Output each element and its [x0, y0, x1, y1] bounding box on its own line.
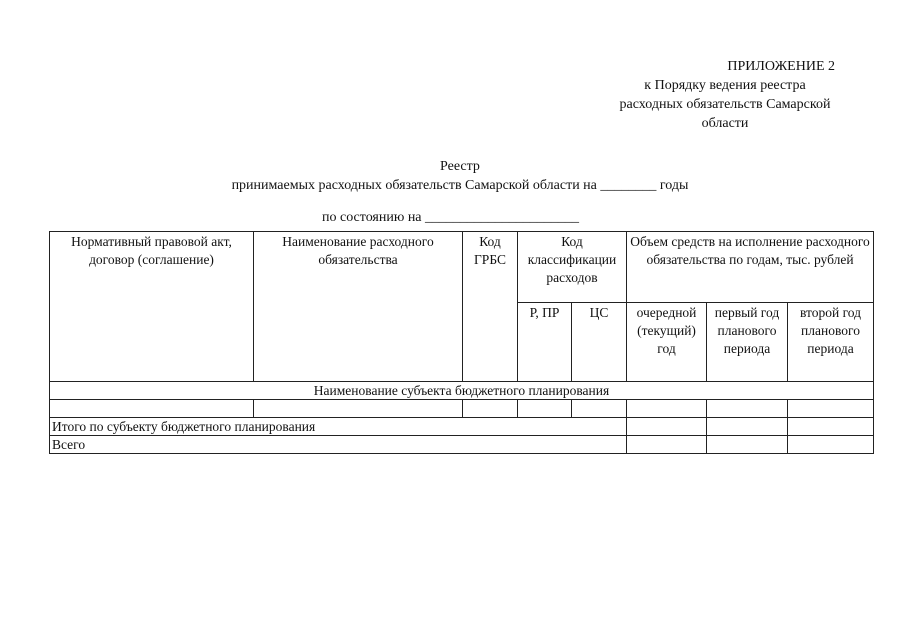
annex-title: ПРИЛОЖЕНИЕ 2	[727, 59, 835, 74]
empty-data-row	[50, 400, 874, 418]
table-cell	[707, 400, 788, 418]
header-volume: Объем средств на исполнение расходного обязательства по годам, тыс. рублей	[627, 232, 874, 303]
annex-line-3: области	[701, 116, 749, 131]
header-grbs-code: Код ГРБС	[463, 232, 518, 382]
heading-line-1: Реестр	[440, 159, 480, 174]
header-row-1	[50, 232, 874, 303]
table-cell	[788, 418, 874, 436]
subject-name-cell: Наименование субъекта бюджетного планирования	[50, 382, 874, 400]
table-cell	[627, 400, 707, 418]
table-cell	[50, 400, 254, 418]
annex-line-1: к Порядку ведения реестра	[644, 78, 806, 93]
as-of-date-line: по состоянию на ______________________	[322, 210, 580, 225]
annex-line-2: расходных обязательств Самарской	[619, 97, 831, 112]
header-obligation-name: Наименование расходного обязательства	[254, 232, 463, 382]
header-r-pr: Р, ПР	[518, 303, 572, 382]
heading-line-2: принимаемых расходных обязательств Самарской области на ________ годы	[231, 178, 689, 193]
subtotal-row	[50, 418, 874, 436]
annex-block	[560, 57, 890, 133]
table-cell	[788, 400, 874, 418]
table-cell	[518, 400, 572, 418]
total-row	[50, 436, 874, 454]
table-cell	[572, 400, 627, 418]
header-second-plan-year: второй год планового периода	[788, 303, 874, 382]
registry-table	[49, 231, 874, 454]
subject-row	[50, 382, 874, 400]
header-classification-code: Код классификации расходов	[518, 232, 627, 303]
table-cell	[707, 436, 788, 454]
table-cell	[707, 418, 788, 436]
header-act: Нормативный правовой акт, договор (соглашение)	[50, 232, 254, 382]
table-cell	[254, 400, 463, 418]
total-label: Всего	[50, 436, 627, 454]
header-first-plan-year: первый год планового периода	[707, 303, 788, 382]
table-cell	[627, 418, 707, 436]
document-heading	[150, 157, 770, 195]
subtotal-label: Итого по субъекту бюджетного планирования	[50, 418, 627, 436]
header-cs: ЦС	[572, 303, 627, 382]
table-cell	[627, 436, 707, 454]
table-cell	[788, 436, 874, 454]
table-cell	[463, 400, 518, 418]
header-current-year: очередной (текущий) год	[627, 303, 707, 382]
